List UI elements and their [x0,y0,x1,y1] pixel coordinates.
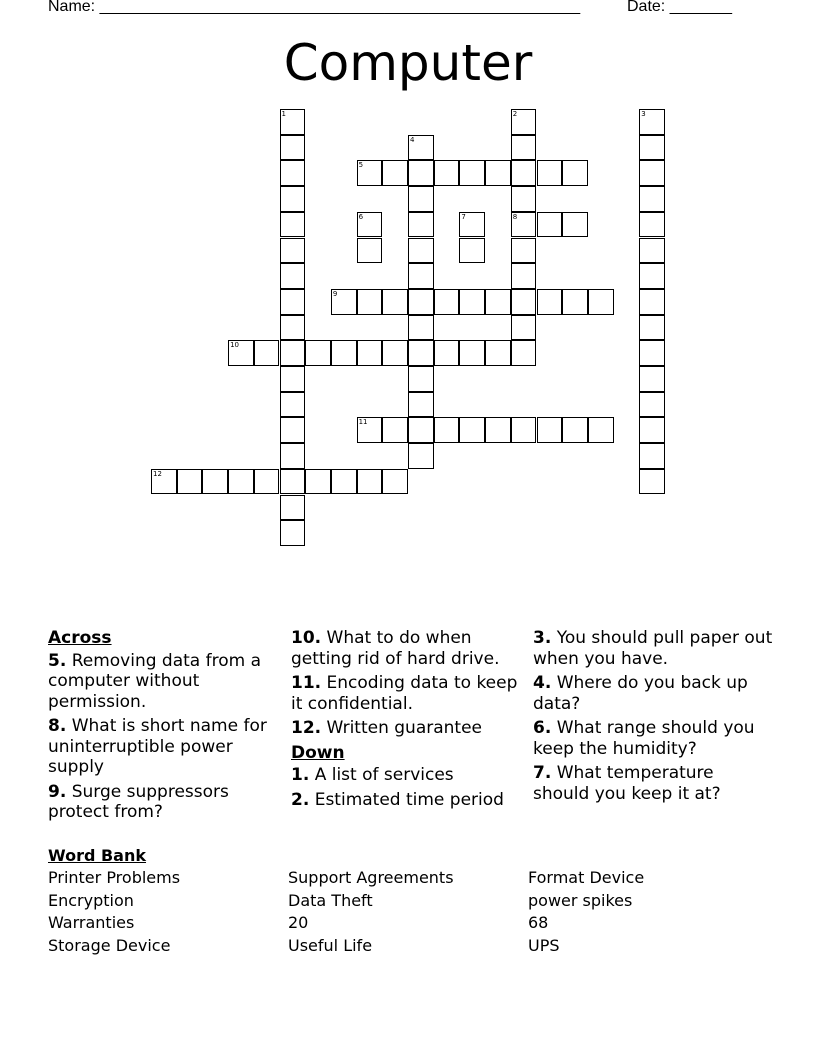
crossword-cell[interactable] [639,289,665,315]
word-bank-item: Warranties [48,913,135,932]
clue-number: 12 [153,469,162,478]
clue-down-4: 4. Where do you back up data? [533,673,748,714]
crossword-cell[interactable] [408,289,434,315]
crossword-cell[interactable] [357,212,383,238]
crossword-cell[interactable] [280,315,306,341]
clue-down-2: 2. Estimated time period [291,789,504,810]
word-bank-item: Format Device [528,868,645,887]
crossword-cell[interactable] [639,238,665,264]
crossword-cell[interactable] [280,212,306,238]
clue-number: 7 [461,212,466,221]
crossword-cell[interactable] [382,469,408,495]
crossword-cell[interactable] [639,109,665,135]
crossword-cell[interactable] [408,315,434,341]
crossword-cell[interactable] [408,417,434,443]
crossword-cell[interactable] [408,340,434,366]
clue-number: 5 [358,161,364,170]
word-bank-item: 68 [528,913,549,932]
clue-number: 4 [410,135,415,144]
crossword-cell[interactable] [151,469,177,495]
crossword-cell[interactable] [459,340,485,366]
crossword-cell[interactable] [280,160,306,186]
crossword-cell[interactable] [408,366,434,392]
crossword-cell[interactable] [202,469,228,495]
crossword-cell[interactable] [408,443,434,469]
crossword-cell[interactable] [254,340,280,366]
crossword-cell[interactable] [408,212,434,238]
word-bank-title: Word Bank [48,846,147,865]
crossword-cell[interactable] [588,289,614,315]
crossword-cell[interactable] [280,520,306,546]
crossword-cell[interactable] [357,469,383,495]
crossword-cell[interactable] [280,469,306,495]
crossword-cell[interactable] [280,417,306,443]
clue-number: 3 [641,110,646,118]
crossword-cell[interactable] [537,417,563,443]
crossword-cell[interactable] [357,160,383,186]
crossword-cell[interactable] [639,417,665,443]
clue-number: 1 [281,110,286,118]
crossword-cell[interactable] [639,315,665,341]
crossword-cell[interactable] [280,443,306,469]
crossword-cell[interactable] [331,469,357,495]
crossword-cell[interactable] [459,289,485,315]
crossword-cell[interactable] [357,238,383,264]
crossword-cell[interactable] [228,340,254,366]
clue-number: 8 [512,212,518,221]
word-bank-item: Data Theft [288,891,373,910]
crossword-cell[interactable] [280,238,306,264]
crossword-cell[interactable] [280,495,306,521]
crossword-cell[interactable] [434,160,460,186]
crossword-cell[interactable] [305,340,331,366]
crossword-cell[interactable] [459,212,485,238]
word-bank-item: Storage Device [48,936,171,955]
crossword-cell[interactable] [228,469,254,495]
crossword-cell[interactable] [485,289,511,315]
crossword-cell[interactable] [511,289,537,315]
crossword-cell[interactable] [639,263,665,289]
crossword-cell[interactable] [331,289,357,315]
crossword-cell[interactable] [357,289,383,315]
clue-across-8: 8. What is short name for uninterruptible power supply [48,716,267,777]
crossword-cell[interactable] [254,469,280,495]
crossword-cell[interactable] [639,212,665,238]
crossword-cell[interactable] [537,212,563,238]
clue-number: 10 [230,341,240,350]
clues-column-3 [533,628,773,808]
crossword-cell[interactable] [280,392,306,418]
crossword-cell[interactable] [280,340,306,366]
crossword-cell[interactable] [562,212,588,238]
word-bank-item: UPS [528,936,560,955]
clue-down-7: 7. What temperature should you keep it at? [533,763,721,804]
clue-across-12: 12. Written guarantee [291,718,483,738]
word-bank-item: Encryption [48,891,134,910]
clue-across-5: 5. Removing data from a computer without permission. [48,650,262,712]
word-bank-item: Printer Problems [48,868,181,887]
crossword-cell[interactable] [382,289,408,315]
crossword-cell[interactable] [511,186,537,212]
crossword-cell[interactable] [511,417,537,443]
crossword-cell[interactable] [382,160,408,186]
crossword-cell[interactable] [562,289,588,315]
clue-down-6: 6. What range should you keep the humidity? [533,718,755,759]
crossword-cell[interactable] [459,417,485,443]
crossword-cell[interactable] [408,238,434,264]
crossword-cell[interactable] [639,469,665,495]
crossword-cell[interactable] [382,417,408,443]
word-bank-item: 20 [288,913,309,932]
clue-across-9: 9. Surge suppressors protect from? [48,781,229,822]
crossword-cell[interactable] [639,340,665,366]
clue-down-1: 1. A list of services [291,765,454,785]
crossword-cell[interactable] [434,289,460,315]
crossword-cell[interactable] [357,417,383,443]
crossword-cell[interactable] [382,340,408,366]
crossword-cell[interactable] [485,417,511,443]
name-field: Name: ______________________________________________________ [48,0,581,15]
crossword-cell[interactable] [511,315,537,341]
crossword-cell[interactable] [280,366,306,392]
crossword-cell[interactable] [511,109,537,135]
crossword-cell[interactable] [408,160,434,186]
date-field: Date: _______ [627,0,732,15]
crossword-cell[interactable] [562,160,588,186]
down-heading: Down [291,742,345,763]
crossword-cell[interactable] [280,109,306,135]
clue-number: 6 [358,212,364,221]
crossword-cell[interactable] [459,238,485,264]
crossword-cell[interactable] [280,289,306,315]
crossword-cell[interactable] [459,160,485,186]
clue-number: 11 [358,418,368,427]
clue-down-3: 3. You should pull paper out when you have. [533,628,773,669]
crossword-cell[interactable] [639,160,665,186]
crossword-cell[interactable] [639,392,665,418]
crossword-cell[interactable] [639,366,665,392]
clue-across-10: 10. What to do when getting rid of hard drive. [291,628,500,669]
crossword-cell[interactable] [511,263,537,289]
clue-number: 2 [512,110,518,118]
crossword-cell[interactable] [511,160,537,186]
crossword-cell[interactable] [639,186,665,212]
crossword-cell[interactable] [485,160,511,186]
crossword-cell[interactable] [511,238,537,264]
crossword-cell[interactable] [408,392,434,418]
page-title: Computer [283,34,533,92]
crossword-cell[interactable] [408,263,434,289]
crossword-cell[interactable] [511,135,537,161]
crossword-cell[interactable] [305,469,331,495]
crossword-cell[interactable] [280,186,306,212]
crossword-cell[interactable] [639,443,665,469]
clues-column-2 [291,628,526,814]
crossword-cell[interactable] [331,340,357,366]
crossword-cell[interactable] [280,135,306,161]
clue-across-11: 11. Encoding data to keep it confidential. [291,673,518,714]
crossword-cell[interactable] [639,135,665,161]
word-bank-item: Support Agreements [288,868,454,887]
crossword-cell[interactable] [511,340,537,366]
crossword-cell[interactable] [280,263,306,289]
clues-column-1 [48,628,280,827]
crossword-cell[interactable] [511,212,537,238]
word-bank-item: power spikes [528,891,633,910]
crossword-cell[interactable] [485,340,511,366]
clue-number: 9 [332,289,338,298]
across-heading: Across [48,628,112,648]
crossword-cell[interactable] [408,186,434,212]
word-bank-item: Useful Life [288,936,373,955]
crossword-cell[interactable] [537,160,563,186]
crossword-cell[interactable] [562,417,588,443]
crossword-cell[interactable] [177,469,203,495]
crossword-cell[interactable] [408,135,434,161]
crossword-cell[interactable] [588,417,614,443]
crossword-cell[interactable] [537,289,563,315]
crossword-cell[interactable] [434,340,460,366]
crossword-cell[interactable] [434,417,460,443]
crossword-cell[interactable] [357,340,383,366]
